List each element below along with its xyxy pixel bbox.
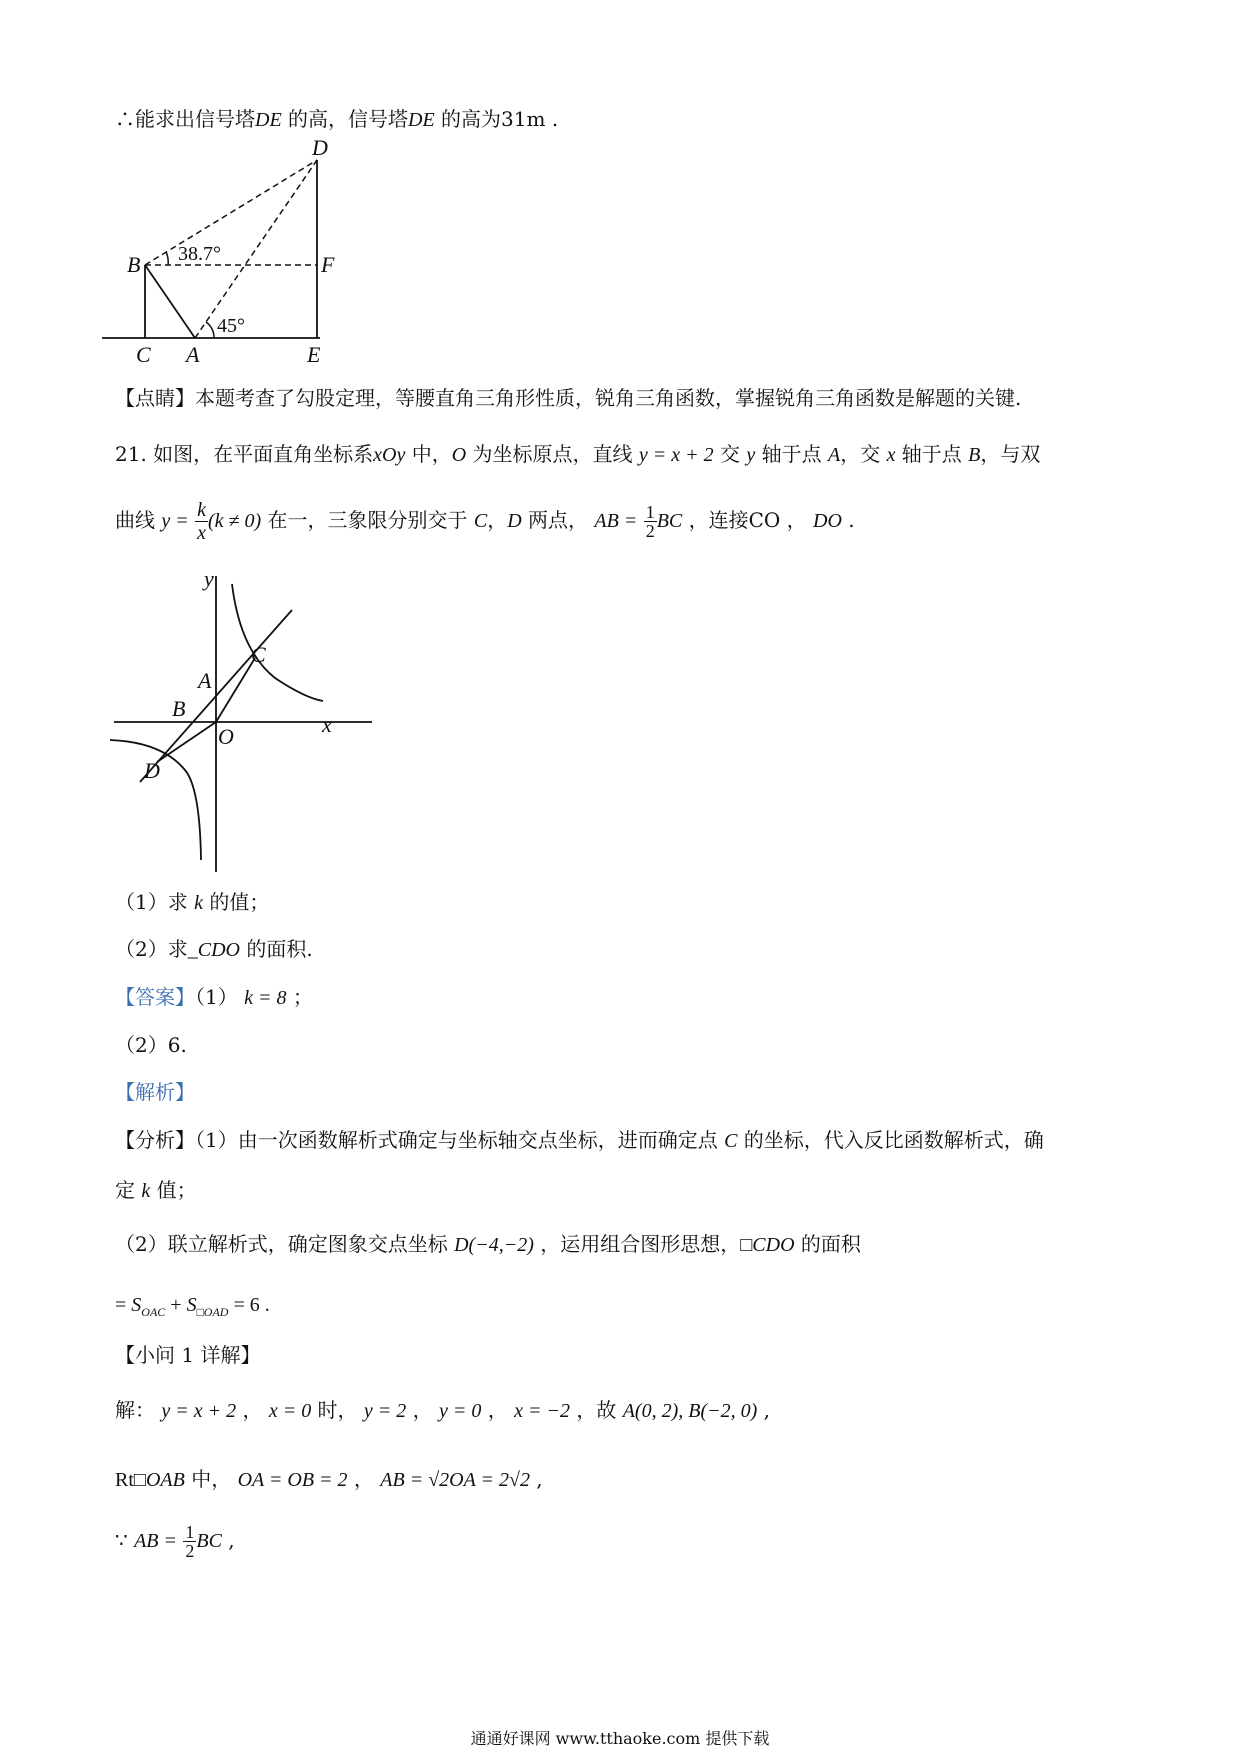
numerator: k [197,499,206,521]
text: . [841,508,855,532]
text: （2）联立解析式，确定图象交点坐标 [115,1232,455,1256]
text: 解： [115,1398,162,1422]
math: xOy [373,444,406,466]
text: （2）求 [115,937,188,961]
text: 值； [150,1178,197,1202]
text: 曲线 [115,508,162,532]
fenxi-line2 [115,1176,197,1205]
answer-line-2: （2）6. [115,1033,187,1057]
sub-question-1 [115,888,269,917]
angle-45: 45° [217,315,245,337]
text: ，运用组合图形思想， [533,1232,741,1256]
origin-label: O [218,724,234,749]
label-B: B [127,252,141,277]
numerator: 1 [185,1522,195,1542]
math: x = −2 [514,1400,570,1422]
sub-question-2 [115,935,313,964]
text: ，交 [840,442,887,466]
math: OAB [145,1469,185,1491]
math: y = [161,510,189,532]
jiexi-tag: 【解析】 [115,1080,195,1104]
text: 交 [713,442,747,466]
text: ， [481,1398,515,1422]
angle-38-7: 38.7° [178,243,221,265]
axis-y-label: y [204,566,214,591]
math: y = 2 [363,1400,407,1422]
math: _CDO [187,939,240,961]
answer-tag: 【答案】 [115,985,195,1009]
q21-line1 [115,440,1040,469]
text: （1）求 [115,890,195,914]
text: 的面积. [239,937,313,961]
text: 的值； [202,890,270,914]
text: 轴于点 [895,442,969,466]
axis-x-label: x [322,712,332,737]
math: AB = [134,1530,178,1552]
math: □CDO [740,1234,795,1256]
label-D: D [312,140,328,160]
point-B-label: B [172,696,186,721]
denominator: x [197,522,206,544]
math: S [131,1294,142,1316]
label-A: A [186,342,200,367]
text: ∴能求出信号塔 [115,107,255,131]
math: C [724,1130,738,1152]
fraction-half [644,503,657,540]
math: k [194,892,203,914]
part2-line [115,1230,861,1259]
text: 中， [405,442,452,466]
solution-line2 [115,1465,543,1494]
text: , [757,1398,770,1422]
math: S [186,1294,197,1316]
text: = [115,1294,132,1316]
solution-line1 [115,1396,770,1425]
text: ，故 [569,1398,623,1422]
math: x = 0 [268,1400,312,1422]
math: DO [813,510,842,532]
math: DE [408,109,435,131]
text: = 6 . [228,1294,270,1316]
q21-line2 [115,492,855,549]
conclusion-line [115,105,558,134]
math: BC [196,1530,222,1552]
math: y = x + 2 [161,1400,237,1422]
math: OA = OB = 2 [237,1469,348,1491]
text: ； [286,985,313,1009]
point-A-label: A [198,668,212,693]
text: ， [487,508,508,532]
text: 在一，三象限分别交于 [261,508,474,532]
hyperbola-figure [100,560,400,880]
text: 的高为31m . [434,107,559,131]
math: x [886,444,896,466]
text: 定 [115,1178,142,1202]
text: Rt□ [115,1469,146,1491]
math: k [141,1180,151,1202]
math: D(−4,−2) [454,1234,534,1256]
math: BC [656,510,683,532]
area-equation [115,1290,270,1326]
answer-line [115,983,313,1012]
math: (k ≠ 0) [207,510,262,532]
text: , [529,1467,543,1491]
math: y [746,444,756,466]
math: AB = [594,510,638,532]
subscript: □OAD [196,1305,229,1319]
page-footer: 通通好课网 www.tthaoke.com 提供下载 [470,1729,770,1748]
text: 时， [311,1398,364,1422]
subscript: OAC [141,1305,166,1319]
point-D-label: D [144,758,160,783]
text: 的坐标，代入反比函数解析式，确 [737,1128,1044,1152]
math: DE [255,109,282,131]
xiaowen-heading: 【小问 1 详解】 [115,1343,261,1367]
text: 中， [184,1467,238,1491]
text: ∵ [115,1528,135,1552]
denominator: 2 [645,521,655,541]
text: 【分析】（1）由一次函数解析式确定与坐标轴交点坐标，进而确定点 [115,1128,725,1152]
solution-line3 [115,1512,235,1569]
text: ，与双 [980,442,1041,466]
math: y = 0 [439,1400,482,1422]
text: ， [236,1398,269,1422]
fraction-half-2 [183,1523,196,1560]
text: 的高，信号塔 [281,107,409,131]
math: D [507,510,522,532]
math: k = 8 [244,987,287,1009]
text: 的面积 [794,1232,861,1256]
text: 两点， [521,508,595,532]
denominator: 2 [185,1541,195,1561]
math: AB = √2OA = 2√2 [380,1469,530,1491]
dianjing-line: 【点睛】本题考查了勾股定理，等腰直角三角形性质，锐角三角函数，掌握锐角三角函数是解题的关键. [115,386,1022,410]
label-C: C [136,342,151,367]
math: A(0, 2), B(−2, 0) [622,1400,758,1422]
text: （1） [195,985,245,1009]
text: , [221,1528,235,1552]
fenxi-line1 [115,1126,1044,1155]
text: ，连接CO ， [682,508,814,532]
text: 为坐标原点，直线 [466,442,639,466]
math: y = x + 2 [638,444,714,466]
math: O [451,444,467,466]
label-F: F [321,252,335,277]
math: C [473,510,488,532]
numerator: 1 [645,502,655,522]
math: A [827,444,841,466]
point-C-label: C [251,642,266,667]
text: + [165,1294,187,1316]
text: ， [406,1398,440,1422]
fraction-k-over-x [195,499,208,544]
text: 21. 如图，在平面直角坐标系 [115,442,374,466]
tower-figure [100,140,400,380]
math: B [968,444,981,466]
text: ， [347,1467,381,1491]
text: 轴于点 [755,442,828,466]
label-E: E [307,342,321,367]
